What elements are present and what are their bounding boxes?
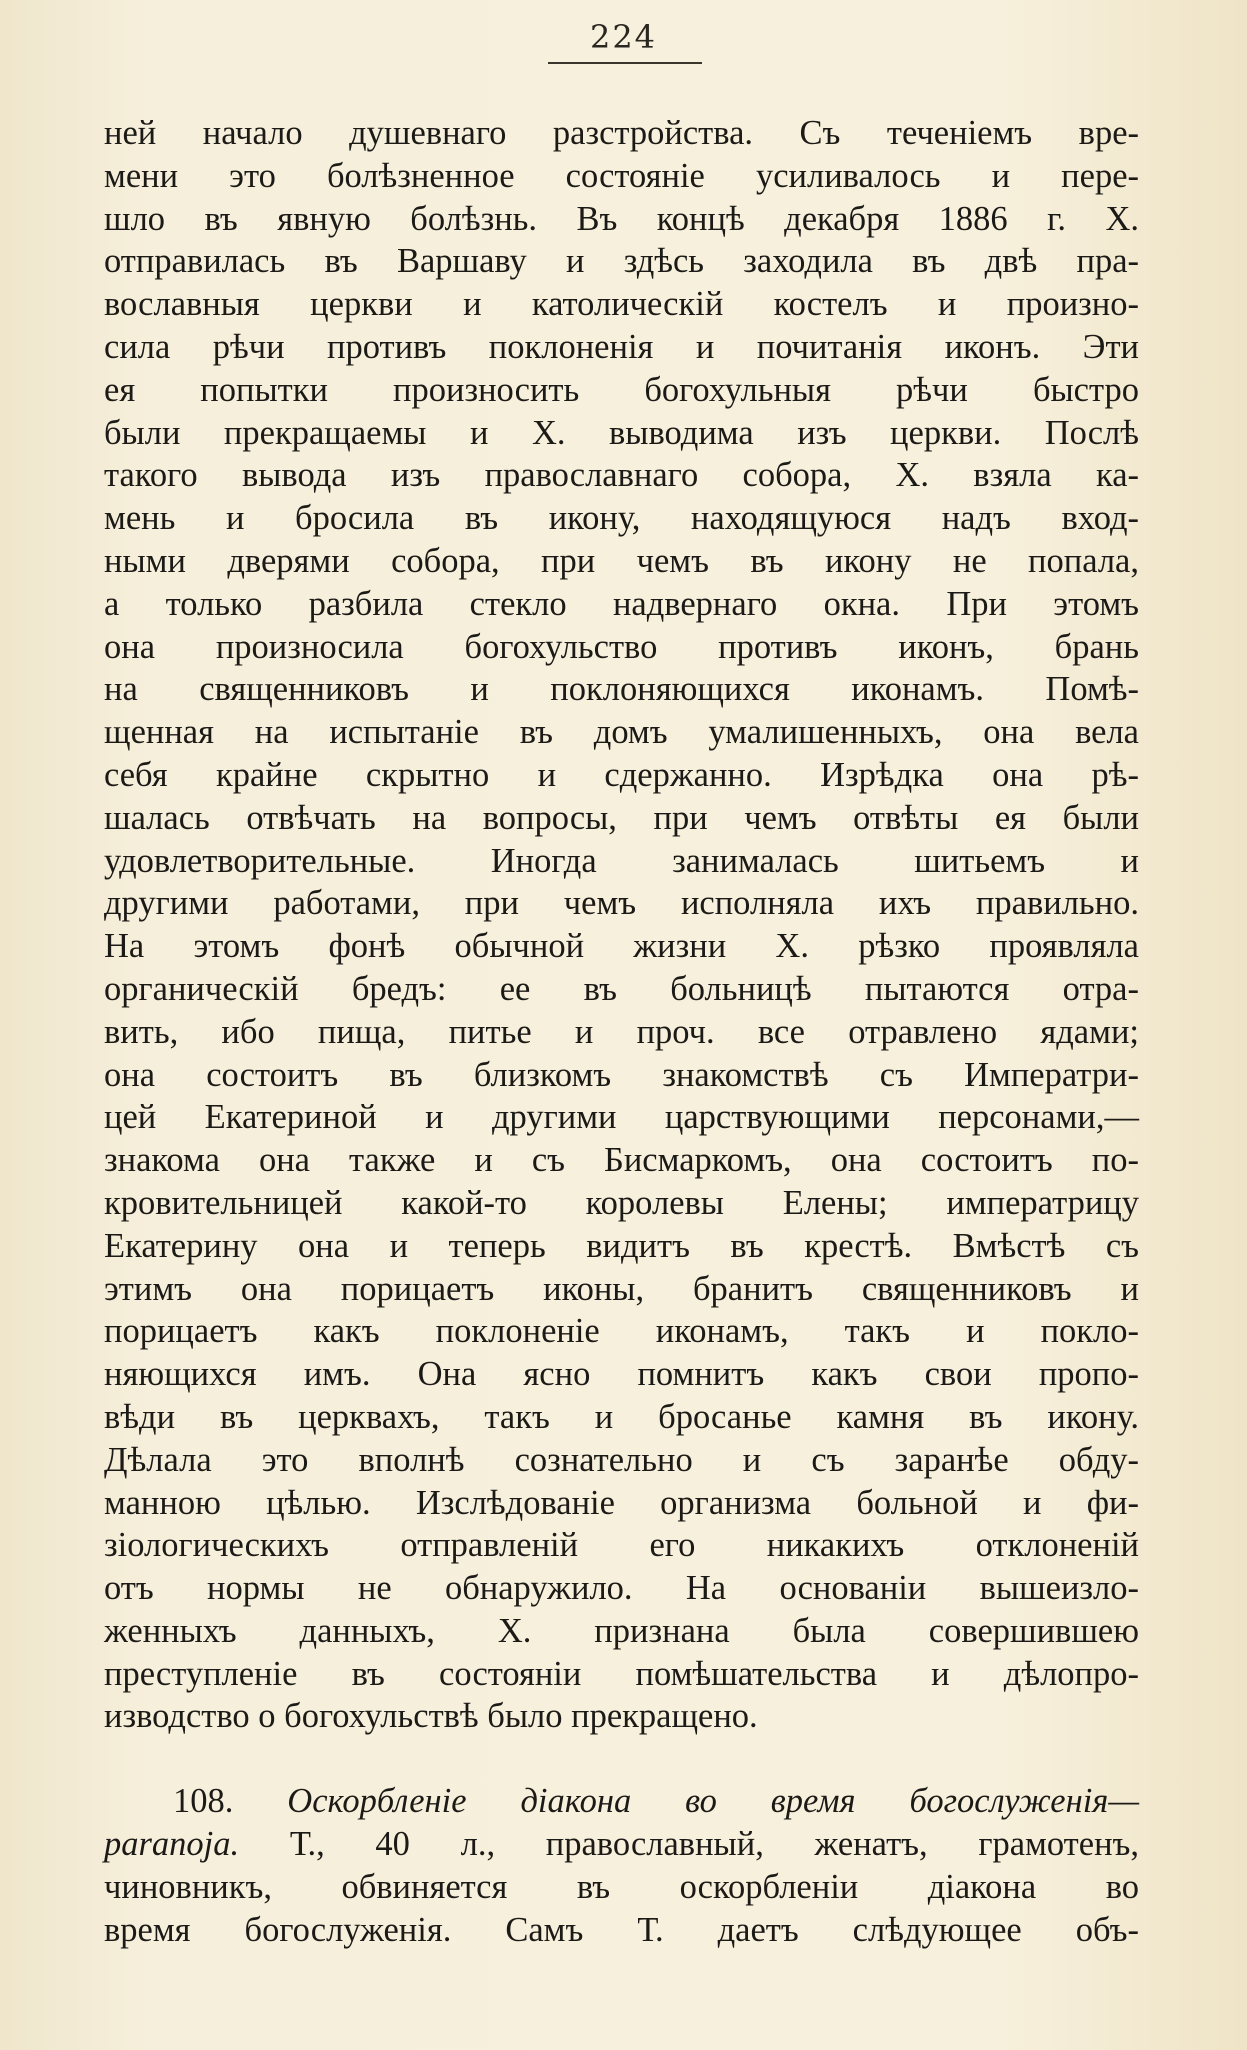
- text-line: время богослуженія. Самъ Т. даетъ слѣдующее объ-: [104, 1910, 1139, 1949]
- case-details: Т., 40 л., православный, женатъ, грамотенъ,: [239, 1825, 1139, 1864]
- text-line: себя крайне скрытно и сдержанно. Изрѣдка она рѣ-: [104, 755, 1139, 794]
- text-line: шло въ явную болѣзнь. Въ концѣ декабря 1886 г. Х.: [104, 199, 1139, 238]
- text-line: На этомъ фонѣ обычной жизни Х. рѣзко проявляла: [104, 927, 1139, 966]
- case-number: 108.: [173, 1782, 234, 1821]
- text-line: такого вывода изъ православнаго собора, Х. взяла ка-: [104, 456, 1139, 495]
- text-line: отправилась въ Варшаву и здѣсь заходила въ двѣ пра-: [104, 242, 1139, 281]
- text-line: сила рѣчи противъ поклоненія и почитанія иконъ. Эти: [104, 327, 1139, 366]
- text-line: чиновникъ, обвиняется въ оскорбленіи діакона во: [104, 1867, 1139, 1906]
- text-line: она произносила богохульство противъ иконъ, брань: [104, 627, 1139, 666]
- text-line: шалась отвѣчать на вопросы, при чемъ отвѣты ея были: [104, 798, 1139, 837]
- text-line: манною цѣлью. Изслѣдованіе организма больной и фи-: [104, 1483, 1139, 1522]
- body-text: [104, 112, 1139, 1951]
- text-line: были прекращаемы и Х. выводима изъ церкви. Послѣ: [104, 413, 1139, 452]
- text-line: знакома она также и съ Бисмаркомъ, она состоитъ по-: [104, 1141, 1139, 1180]
- text-line: щенная на испытаніе въ домъ умалишенныхъ, она вела: [104, 713, 1139, 752]
- text-line: порицаетъ какъ поклоненіе иконамъ, такъ и покло-: [104, 1312, 1139, 1351]
- text-line: другими работами, при чемъ исполняла ихъ правильно.: [104, 884, 1139, 923]
- text-line: мени это болѣзненное состояніе усиливалось и пере-: [104, 156, 1139, 195]
- text-line: изводство о богохульствѣ было прекращено.: [104, 1697, 758, 1736]
- paragraph-2-line-1: [104, 1780, 1139, 1823]
- text-line: вить, ибо пища, питье и проч. все отравлено ядами;: [104, 1012, 1139, 1051]
- text-line: женныхъ данныхъ, Х. признана была совершившею: [104, 1611, 1139, 1650]
- text-line: кровительницей какой-то королевы Елены; императрицу: [104, 1183, 1139, 1222]
- text-line: ней начало душевнаго разстройства. Съ теченіемъ вре-: [104, 114, 1139, 152]
- header-rule: [548, 62, 702, 64]
- text-line: органическій бредъ: ее въ больницѣ пытаются отра-: [104, 969, 1139, 1008]
- text-line: а только разбила стекло надвернаго окна. При этомъ: [104, 584, 1139, 623]
- text-line: зіологическихъ отправленій его никакихъ отклоненій: [104, 1526, 1139, 1565]
- text-line: Екатерину она и теперь видитъ въ крестѣ. Вмѣстѣ съ: [104, 1226, 1139, 1265]
- text-line: ея попытки произносить богохульныя рѣчи быстро: [104, 370, 1139, 409]
- text-line: мень и бросила въ икону, находящуюся надъ вход-: [104, 499, 1139, 538]
- text-line: она состоитъ въ близкомъ знакомствѣ съ Императри-: [104, 1055, 1139, 1094]
- text-line: цей Екатериной и другими царствующими персонами,—: [104, 1098, 1139, 1137]
- paragraph-2-line-2: [104, 1823, 1139, 1866]
- text-line: удовлетворительные. Иногда занималась шитьемъ и: [104, 841, 1139, 880]
- page-number: 224: [589, 18, 658, 56]
- text-line: ными дверями собора, при чемъ въ икону не попала,: [104, 541, 1139, 580]
- text-line: вославныя церкви и католическій костелъ и произно-: [104, 285, 1139, 324]
- text-line: на священниковъ и поклоняющихся иконамъ. Помѣ-: [104, 670, 1139, 709]
- text-line: няющихся имъ. Она ясно помнитъ какъ свои пропо-: [104, 1355, 1139, 1394]
- case-title: Оскорбленіе діакона во время богослуженія—: [287, 1782, 1140, 1821]
- text-line: Дѣлала это вполнѣ сознательно и съ заранѣе обду-: [104, 1440, 1139, 1479]
- paragraph-2: [104, 1780, 1139, 1951]
- text-line: вѣди въ церквахъ, такъ и бросанье камня въ икону.: [104, 1397, 1139, 1436]
- paragraph-1: [104, 112, 1139, 1738]
- text-line: этимъ она порицаетъ иконы, бранитъ священниковъ и: [104, 1269, 1139, 1308]
- case-diagnosis: paranoja.: [104, 1825, 240, 1864]
- text-line: преступленіе въ состояніи помѣшательства и дѣлопро-: [104, 1654, 1139, 1693]
- text-line: отъ нормы не обнаружило. На основаніи вышеизло-: [104, 1569, 1139, 1608]
